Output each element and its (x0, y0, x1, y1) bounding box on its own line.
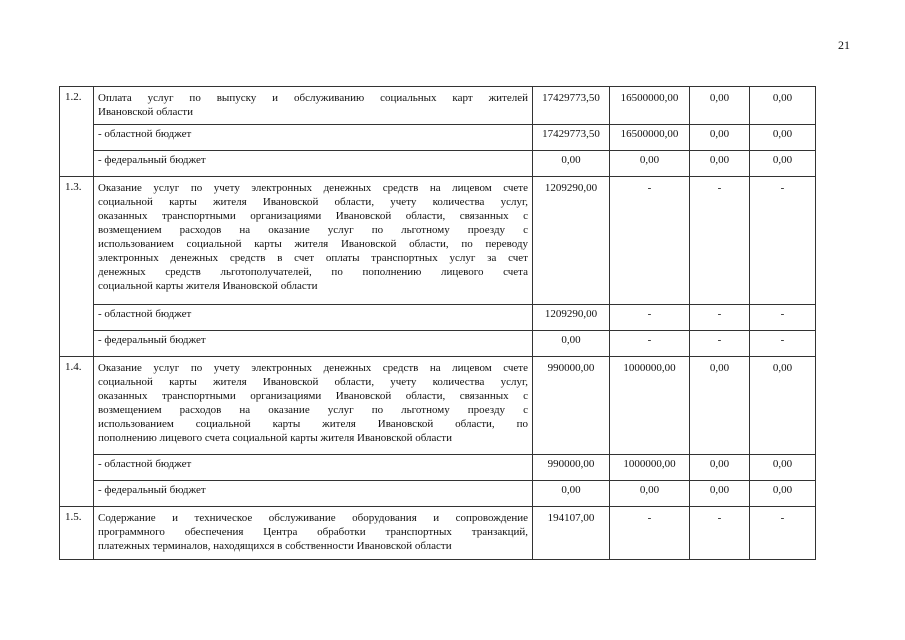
value-cell: 16500000,00 (610, 87, 690, 125)
value-cell: 990000,00 (533, 455, 610, 481)
item-number: 1.5. (60, 507, 94, 560)
item-description: Оплата услуг по выпуску и обслуживанию социальных карт жителей Ивановской области (94, 87, 533, 125)
value-cell: 0,00 (690, 87, 750, 125)
table-row (60, 507, 816, 560)
value-cell: 194107,00 (533, 507, 610, 560)
item-description: Содержание и техническое обслуживание оборудования и сопровождение программного обеспечения Центра обработки транспортных транзакций, платежных терминалов, находящихся в собственности Ивановской области (94, 507, 533, 560)
item-description: Оказание услуг по учету электронных денежных средств на лицевом счете социальной карты жителя Ивановской области, учету количества услуг, оказанных транспортными организациями Ивановской области, связанных с возмещением расходов на оказание услуг по льготному проезду с использованием социальной карты жителя Ивановской области, по пополнению лицевого счета социальной карты жителя Ивановской области (94, 357, 533, 455)
value-cell: 990000,00 (533, 357, 610, 455)
value-cell: 0,00 (690, 151, 750, 177)
value-cell: 1000000,00 (610, 357, 690, 455)
value-cell: 0,00 (533, 481, 610, 507)
item-description: Оказание услуг по учету электронных денежных средств на лицевом счете социальной карты жителя Ивановской области, учету количества услуг, оказанных транспортными организациями Ивановской области, связанных с возмещением расходов на оказание услуг по льготному проезду с использованием социальной карты жителя Ивановской области, по переводу электронных денежных средств в счет оплаты транспортных услуг за счет денежных средств льготополучателей, по пополнению лицевого счета социальной карты жителя Ивановской области (94, 177, 533, 305)
value-cell: 1209290,00 (533, 177, 610, 305)
subrow-label: - областной бюджет (94, 305, 533, 331)
page-number: 21 (838, 38, 850, 52)
table-row (60, 151, 816, 177)
value-cell: 1209290,00 (533, 305, 610, 331)
value-cell: - (750, 305, 816, 331)
subrow-label: - федеральный бюджет (94, 151, 533, 177)
value-cell: 0,00 (750, 125, 816, 151)
table-row (60, 87, 816, 125)
table-row (60, 357, 816, 455)
value-cell: 0,00 (750, 87, 816, 125)
value-cell: - (610, 507, 690, 560)
value-cell: 0,00 (690, 357, 750, 455)
value-cell: 0,00 (750, 357, 816, 455)
value-cell: 0,00 (750, 481, 816, 507)
value-cell: - (690, 177, 750, 305)
table-row (60, 455, 816, 481)
value-cell: 0,00 (533, 151, 610, 177)
value-cell: - (750, 507, 816, 560)
subrow-label: - областной бюджет (94, 455, 533, 481)
subrow-label: - федеральный бюджет (94, 481, 533, 507)
value-cell: 17429773,50 (533, 125, 610, 151)
value-cell: 1000000,00 (610, 455, 690, 481)
item-number: 1.4. (60, 357, 94, 507)
subrow-label: - областной бюджет (94, 125, 533, 151)
value-cell: - (690, 507, 750, 560)
item-number: 1.2. (60, 87, 94, 177)
budget-table (59, 86, 816, 560)
value-cell: 0,00 (690, 481, 750, 507)
value-cell: 0,00 (750, 455, 816, 481)
value-cell: 0,00 (690, 125, 750, 151)
value-cell: 0,00 (610, 481, 690, 507)
value-cell: 17429773,50 (533, 87, 610, 125)
table-row (60, 177, 816, 305)
value-cell: - (610, 331, 690, 357)
value-cell: 0,00 (690, 455, 750, 481)
table-row (60, 305, 816, 331)
value-cell: - (610, 177, 690, 305)
value-cell: 0,00 (610, 151, 690, 177)
value-cell: 0,00 (533, 331, 610, 357)
item-number: 1.3. (60, 177, 94, 357)
value-cell: 0,00 (750, 151, 816, 177)
table-row (60, 481, 816, 507)
table-row (60, 331, 816, 357)
value-cell: - (690, 305, 750, 331)
table-row (60, 125, 816, 151)
value-cell: - (750, 177, 816, 305)
value-cell: 16500000,00 (610, 125, 690, 151)
value-cell: - (750, 331, 816, 357)
subrow-label: - федеральный бюджет (94, 331, 533, 357)
value-cell: - (610, 305, 690, 331)
value-cell: - (690, 331, 750, 357)
